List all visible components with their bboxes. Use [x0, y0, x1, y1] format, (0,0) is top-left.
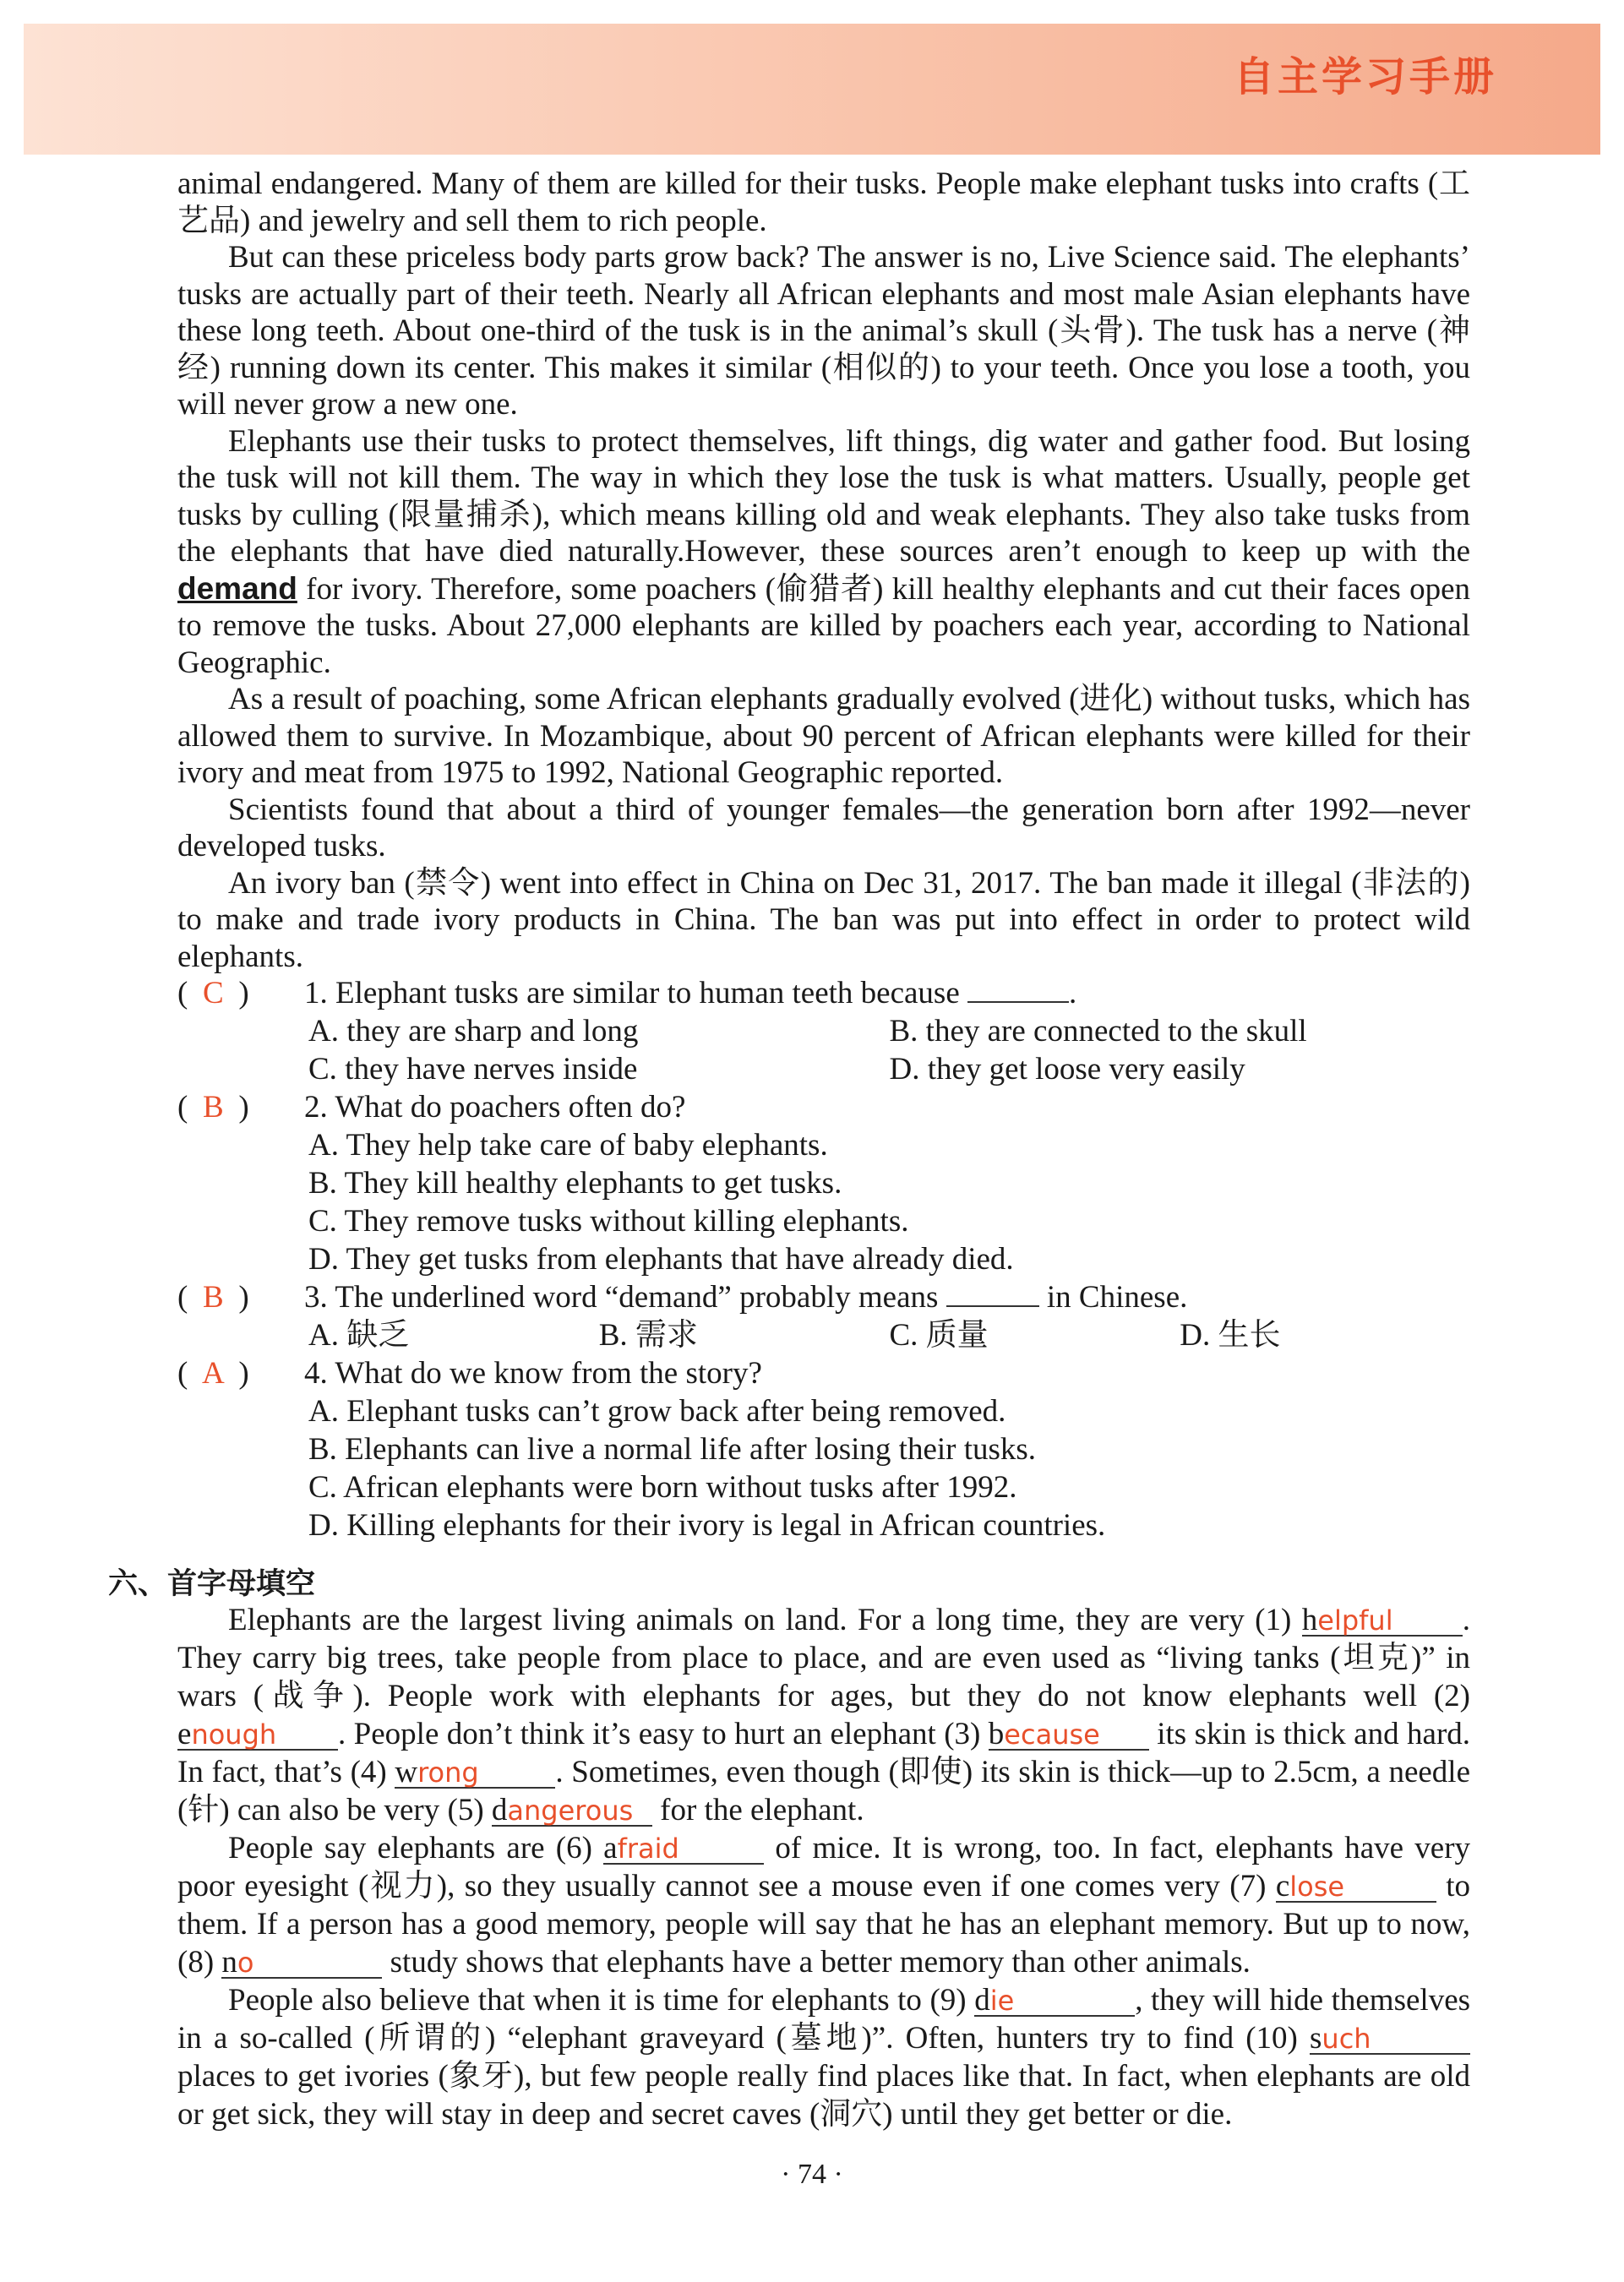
option: C. They remove tusks without killing elephants. [308, 1204, 909, 1239]
option: C. African elephants were born without tusks after 1992. [308, 1470, 1017, 1505]
cloze-paragraph: Elephants are the largest living animals on land. For a long time, they are very (1) helpful . They carry big trees, take people from place to place, and are even used as “living tanks (坦克)” in wars (战争). People work with elephants for ages, but they do not know elephants well (2) enough . People don’t think it’s easy to hurt an elephant (3) because its skin is thick and hard. In fact, that’s (4) wrong . Sometimes, even though (即使) its skin is thick—up to 2.5cm, a needle (针) can also be very (5) dangerous for the elephant. [177, 1603, 1471, 1827]
passage-paragraph: Scientists found that about a third of younger females—the generation born after 1992—never developed tusks. [177, 792, 1470, 863]
option: D. 生长 [1180, 1318, 1281, 1353]
passage-paragraph: But can these priceless body parts grow back? The answer is no, Live Science said. The elephants’ tusks are actually part of their teeth. Nearly all African elephants and most male Asian elephants have these long teeth. About one-third of the tusk is in the animal’s skull (头骨). The tusk has a nerve (神经) running down its center. This makes it similar (相似的) to your teeth. Once you lose a tooth, you will never grow a new one. [177, 240, 1470, 422]
option: A. They help take care of baby elephants. [308, 1128, 828, 1163]
option: C. they have nerves inside [308, 1052, 638, 1087]
option: A. they are sharp and long [308, 1014, 639, 1048]
answer-mark: C [202, 976, 224, 1010]
cloze-passage [177, 1601, 1470, 2133]
fill-blank: dangerous [492, 1796, 652, 1827]
option: A. Elephant tusks can’t grow back after being removed. [308, 1394, 1006, 1429]
underlined-word: demand [177, 570, 297, 606]
question-stem: 4. What do we know from the story? [304, 1356, 762, 1391]
answer-mark: B [202, 1090, 224, 1125]
cloze-paragraph: People say elephants are (6) afraid of mice. It is wrong, too. In fact, elephants have very poor eyesight (视力), so they usually cannot see a mouse even if one comes very (7) close to them. If a person has a good memory, people will say that he has an elephant memory. But up to now, (8) no study shows that elephants have a better memory than other animals. [177, 1831, 1471, 1980]
passage-paragraph: As a result of poaching, some African elephants gradually evolved (进化) without tusks, which has allowed them to survive. In Mozambique, about 90 percent of African elephants were killed for their ivory and meat from 1975 to 1992, National Geographic reported. [177, 682, 1470, 790]
option: D. Killing elephants for their ivory is legal in African countries. [308, 1508, 1106, 1543]
question-1: ( C ) 1. Elephant tusks are similar to human teeth because . A. they are sharp and long B. they are connected to the skull C. they have nerves inside D. they get loose very easily [177, 975, 1470, 1089]
passage-paragraph: animal endangered. Many of them are killed for their tusks. People make elephant tusks into crafts (工艺品) and jewelry and sell them to rich people. [177, 166, 1470, 238]
option: B. They kill healthy elephants to get tusks. [308, 1166, 842, 1201]
option: B. Elephants can live a normal life after losing their tusks. [308, 1432, 1037, 1467]
question-stem: 2. What do poachers often do? [304, 1090, 686, 1125]
fill-blank: enough [177, 1720, 338, 1751]
option: D. They get tusks from elephants that have already died. [308, 1242, 1014, 1277]
answer-blank [967, 976, 1069, 1003]
fill-blank: wrong [395, 1758, 555, 1789]
option: C. 质量 [889, 1318, 989, 1353]
option: A. 缺乏 [308, 1318, 410, 1353]
option: D. they get loose very easily [889, 1052, 1245, 1087]
question-2: ( B ) 2. What do poachers often do? A. They help take care of baby elephants. B. They kill healthy elephants to get tusks. C. They remove tusks without killing elephants. D. They get tusks from elephants that have already died. [177, 1090, 1014, 1277]
fill-blank: such [1310, 2024, 1470, 2055]
reading-passage [177, 166, 1470, 1545]
question-3: ( B ) 3. The underlined word “demand” probably means in Chinese. A. 缺乏 B. 需求 C. 质量 D. 生长 [177, 1279, 1470, 1355]
question-4: ( A ) 4. What do we know from the story? A. Elephant tusks can’t grow back after being removed. B. Elephants can live a normal life after losing their tusks. C. African elephants were born without tusks after 1992. D. Killing elephants for their ivory is legal in African countries. [177, 1356, 1106, 1543]
fill-blank: no [221, 1948, 382, 1979]
passage-paragraph: Elephants use their tusks to protect themselves, lift things, dig water and gather food. But losing the tusk will not kill them. The way in which they lose the tusk is what matters. Usually, people get tusks by culling (限量捕杀), which means killing old and weak elephants. They also take tusks from the elephants that have died naturally.However, these sources aren’t enough to keep up with the demand for ivory. Therefore, some poachers (偷猎者) kill healthy elephants and cut their faces open to remove the tusks. About 27,000 elephants are killed by poachers each year, according to National Geographic. [177, 423, 1471, 680]
option: B. they are connected to the skull [889, 1014, 1307, 1048]
section-title: 六、首字母填空 [108, 1567, 316, 1601]
fill-blank: because [989, 1720, 1149, 1751]
header-title: 自主学习手册 [1233, 53, 1497, 101]
answer-mark: B [202, 1280, 224, 1315]
fill-blank: afraid [603, 1834, 764, 1865]
answer-blank [946, 1280, 1039, 1307]
page-number: · 74 · [781, 2159, 843, 2190]
fill-blank: close [1276, 1872, 1436, 1903]
passage-body [177, 166, 1470, 975]
question-stem: 3. The underlined word “demand” probably means [304, 1280, 939, 1315]
cloze-paragraph: People also believe that when it is time for elephants to (9) die , they will hide themselves in a so-called (所谓的) “elephant graveyard (墓地)”. Often, hunters try to find (10) such places to get ivories (象牙), but few people really find places like that. In fact, when elephants are old or get sick, they will stay in deep and secret caves (洞穴) until they get better or die. [177, 1983, 1471, 2132]
option: B. 需求 [598, 1318, 698, 1353]
passage-paragraph: An ivory ban (禁令) went into effect in China on Dec 31, 2017. The ban made it illegal (非法的) to make and trade ivory products in China. The ban was put into effect in order to protect wild elephants. [177, 865, 1470, 974]
question-stem: 1. Elephant tusks are similar to human teeth because [304, 976, 960, 1010]
fill-blank: die [974, 1986, 1135, 2017]
fill-blank: helpful [1302, 1606, 1463, 1637]
answer-mark: A [201, 1356, 225, 1391]
